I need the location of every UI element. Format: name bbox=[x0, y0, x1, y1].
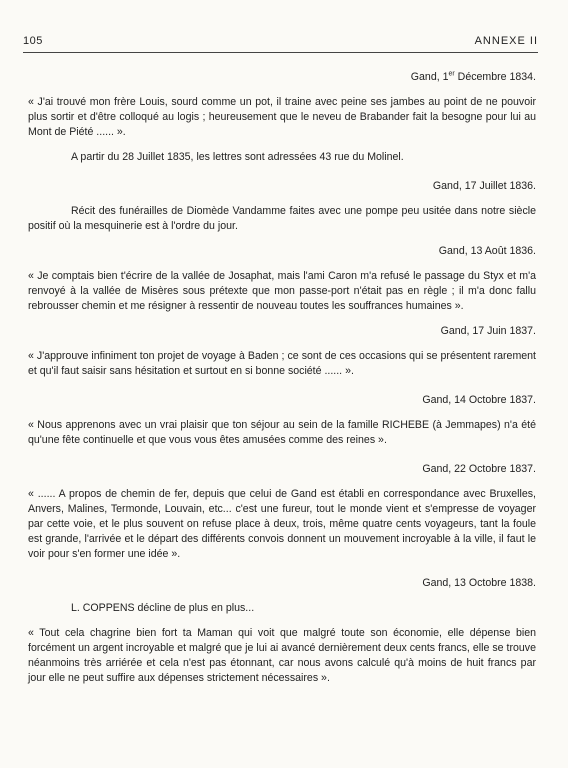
entry-date: Gand, 17 Juillet 1836. bbox=[432, 180, 536, 192]
entry-date: Gand, 1er Décembre 1834. bbox=[410, 70, 536, 83]
page-number: 105 bbox=[23, 35, 43, 47]
section-title: ANNEXE II bbox=[474, 35, 538, 47]
header-rule bbox=[23, 52, 538, 53]
letter-excerpts bbox=[28, 70, 536, 686]
entry-note: A partir du 28 Juillet 1835, les lettres sont adressées 43 rue du Molinel. bbox=[71, 151, 404, 163]
entry-note: L. COPPENS décline de plus en plus... bbox=[71, 602, 255, 614]
entry-date: Gand, 13 Octobre 1838. bbox=[422, 577, 536, 589]
entry-date: Gand, 22 Octobre 1837. bbox=[422, 463, 536, 475]
entry-date: Gand, 14 Octobre 1837. bbox=[422, 394, 536, 406]
entry-text: « J'ai trouvé mon frère Louis, sourd comme un pot, il traine avec peine ses jambes au point de ne pouvoir plus sortir et d'être colloqué au logis ; heureusement que le neveu de Brabander fait la besogne pour lui au Mont de Piété ...... ». bbox=[28, 96, 536, 138]
entry-date: Gand, 17 Juin 1837. bbox=[440, 325, 536, 337]
entry-text: « ...... A propos de chemin de fer, depuis que celui de Gand est établi en correspondance avec Bruxelles, Anvers, Malines, Termonde, Louvain, etc... c'est une fureur, tout le monde vient et s'empresse de voyager par cette voie, et le plus souvent on refuse place à deux, trois, même quatre cents voyageurs, tant la foule est grande, l'arrivée et le départ des différents convois donnent un mouvement incroyable à la ville, il faut le voir pour s'en former une idée ». bbox=[28, 488, 536, 560]
entry-text: Récit des funérailles de Diomède Vandamme faites avec une pompe peu usitée dans notre siècle positif où la mesquinerie est à l'ordre du jour. bbox=[28, 205, 536, 232]
entry-text: « Tout cela chagrine bien fort ta Maman qui voit que malgré toute son économie, elle dépense bien forcément un argent incroyable et malgré que je lui ai avancé dernièrement deux cents francs, elle se trouve néanmoins très arriérée et cela n'est pas étonnant, car nous avons calculé qu'à moins de huit francs par jour elle ne peut suffire aux dépenses strictement nécessaires ». bbox=[28, 627, 536, 684]
page-header bbox=[23, 35, 538, 53]
entry-date: Gand, 13 Août 1836. bbox=[438, 245, 536, 257]
entry-text: « Nous apprenons avec un vrai plaisir que ton séjour au sein de la famille RICHEBE (à Jemmapes) n'a été qu'une fête continuelle et que vous vous êtes amusées comme des reines ». bbox=[28, 419, 536, 446]
entry-text: « Je comptais bien t'écrire de la vallée de Josaphat, mais l'ami Caron m'a refusé le passage du Styx et m'a renvoyé à la vallée de Misères sous prétexte que mon passe-port n'était pas en règle ; il m'a donc fallu rebrousser chemin et me résigner à ressentir de nouveau toutes les souffrances humaines ». bbox=[28, 270, 536, 312]
entry-text: « J'approuve infiniment ton projet de voyage à Baden ; ce sont de ces occasions qui se présentent rarement et qu'il faut saisir sans hésitation et surtout en si bonne société ...... ». bbox=[28, 350, 536, 377]
